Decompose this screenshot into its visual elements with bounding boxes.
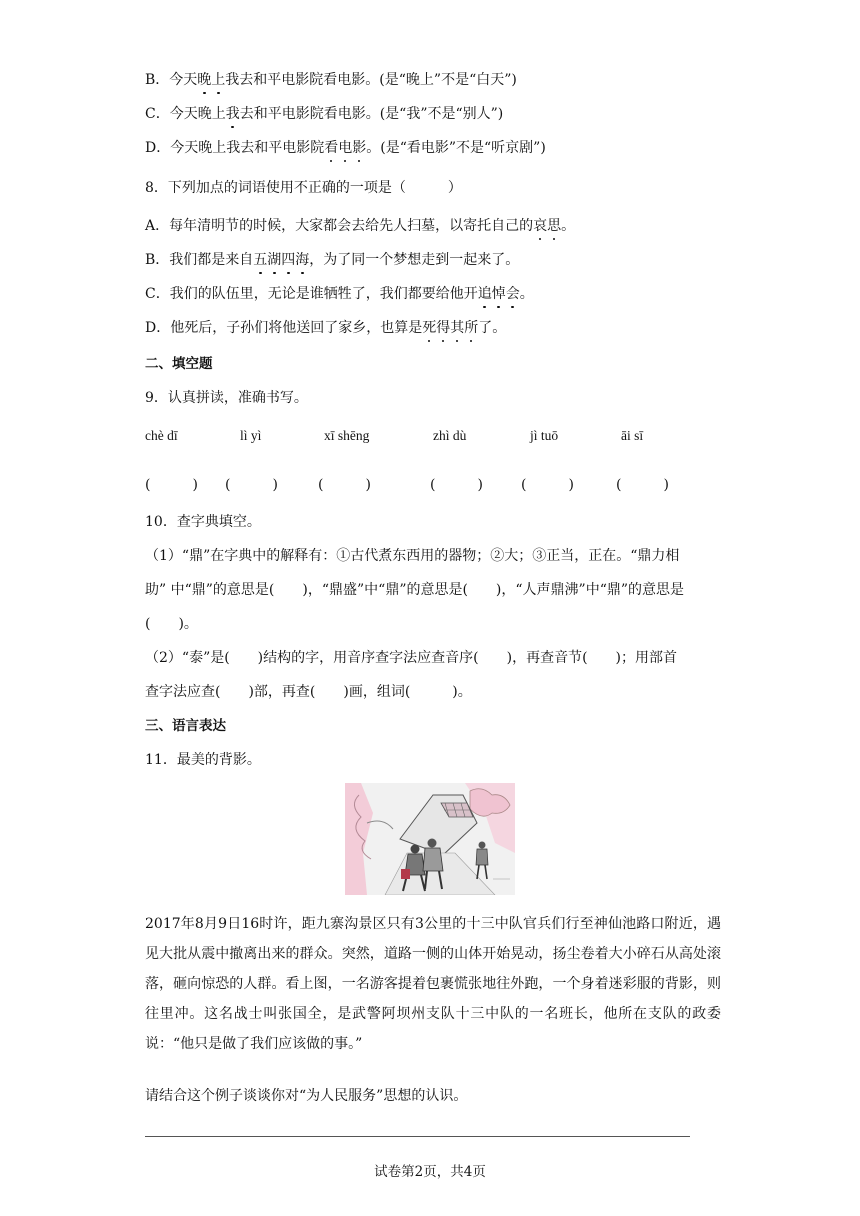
q9-pinyin-6: āi sī (621, 428, 644, 443)
q10-part1-line1: （1）“鼎”在字典中的解释有：①古代煮东西用的器物；②大；③正当，正在。“鼎力相 (145, 548, 680, 564)
answer-line[interactable] (145, 1136, 690, 1137)
illustration-soldier-back (345, 783, 515, 895)
q9-answer-blank[interactable]: ( ) (616, 477, 669, 493)
q9-answer-blank[interactable]: ( ) (145, 477, 198, 493)
q8-option-d: D．他死后，子孙们将他送回了家乡，也算是死得其所了。 (145, 320, 507, 336)
q7-option-c: C．今天晚上我去和平电影院看电影。(是“我”不是“别人”) (145, 106, 504, 122)
q11-prompt: 请结合这个例子谈谈你对“为人民服务”思想的认识。 (145, 1088, 468, 1104)
q10-part1-line3: ( )。 (145, 616, 198, 632)
q10-part2-line2: 查字法应查( )部，再查( )画，组词( )。 (145, 684, 472, 700)
page-footer: 试卷第2页，共4页 (374, 1164, 486, 1180)
q8-option-a: A．每年清明节的时候，大家都会去给先人扫墓，以寄托自己的哀思。 (145, 218, 576, 234)
q8-option-b: B．我们都是来自五湖四海，为了同一个梦想走到一起来了。 (145, 252, 520, 268)
q11-stem: 11．最美的背影。 (145, 752, 261, 768)
q9-answer-blank[interactable]: ( ) (318, 477, 371, 493)
q9-pinyin-3: xī shēng (324, 428, 370, 443)
q7-option-d: D．今天晚上我去和平电影院看电影。(是“看电影”不是“听京剧”) (145, 140, 546, 156)
q10-stem: 10．查字典填空。 (145, 514, 261, 530)
section-title-language-expression: 三、语言表达 (145, 718, 226, 734)
q9-answer-blank[interactable]: ( ) (225, 477, 278, 493)
q9-pinyin-2: lì yì (240, 428, 262, 443)
q9-stem: 9．认真拼读，准确书写。 (145, 390, 308, 406)
q9-answer-blank[interactable]: ( ) (521, 477, 574, 493)
q9-pinyin-5: jì tuō (530, 428, 559, 443)
q10-part1-line2: 助” 中“鼎”的意思是( )，“鼎盛”中“鼎”的意思是( )，“人声鼎沸”中“鼎”的意思是 (145, 582, 685, 598)
q9-pinyin-1: chè dī (145, 428, 178, 443)
q9-answer-blank[interactable]: ( ) (430, 477, 483, 493)
q9-pinyin-4: zhì dù (433, 428, 467, 443)
section-title-fill-in: 二、填空题 (145, 356, 213, 372)
q11-passage: 2017年8月9日16时许，距九寨沟景区只有3公里的十三中队官兵们行至神仙池路口附近，遇见大批从震中撤离出来的群众。突然，道路一侧的山体开始晃动，扬尘卷着大小碎石从高处滚落，砸向惊恐的人群。看上图，一名游客提着包裹慌张地往外跑，一个身着迷彩服的背影，则往里冲。这名战士叫张国全，是武警阿坝州支队十三中队的一名班长，他所在支队的政委说：“他只是做了我们应该做的事。” (145, 916, 721, 1052)
q7-option-b: B．今天晚上我去和平电影院看电影。(是“晚上”不是“白天”) (145, 72, 517, 88)
q8-option-c: C．我们的队伍里，无论是谁牺牲了，我们都要给他开追悼会。 (145, 286, 534, 302)
q10-part2-line1: （2）“泰”是( )结构的字，用音序查字法应查音序( )，再查音节( )；用部首 (145, 650, 677, 666)
q8-stem: 8．下列加点的词语使用不正确的一项是（ ） (145, 180, 462, 196)
